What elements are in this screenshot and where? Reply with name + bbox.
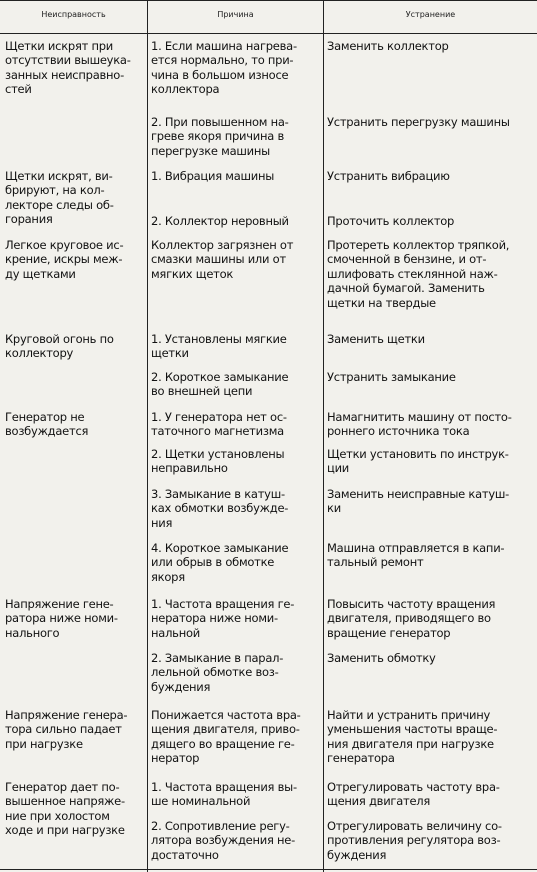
fault-cell: Напряжение генера- тора сильно падает при нагрузке [5, 708, 128, 751]
remedy-cell: Отрегулировать величину со- противления регулятора воз- буждения [327, 819, 502, 862]
remedy-cell: Заменить щетки [327, 332, 425, 346]
cause-cell: 2. При повышенном на- греве якоря причина в перегрузке машины [151, 115, 289, 158]
cause-cell: 1. У генератора нет ос- таточного магнетизма [151, 410, 287, 439]
remedy-cell: Протереть коллектор тряпкой, смоченной в бензине, и от- шлифовать стеклянной наж- дачной бумагой. Заменить щетки на твердые [327, 238, 510, 310]
header-cause: Причина [217, 10, 254, 19]
table-bottom-rule [0, 869, 537, 870]
cause-cell: 2. Коллектор неровный [151, 214, 289, 228]
fault-cell: Генератор дает по- вышенное напряже- ние при холостом ходе и при нагрузке [5, 780, 125, 838]
header-bottom-rule [0, 33, 537, 34]
cause-cell: 1. Установлены мягкие щетки [151, 332, 287, 361]
cause-cell: 2. Щетки установлены неправильно [151, 447, 285, 476]
cause-cell: 1. Если машина нагрева- ется нормально, то при- чина в большом износе коллектора [151, 39, 297, 97]
remedy-cell: Устранить замыкание [327, 370, 456, 384]
remedy-cell: Устранить перегрузку машины [327, 115, 510, 129]
column-divider [147, 0, 148, 872]
cause-cell: 2. Замыкание в парал- лельной обмотке воз- буждения [151, 651, 284, 694]
fault-cell: Легкое круговое ис- крение, искры меж- ду щетками [5, 238, 124, 281]
fault-cell: Щетки искрят, ви- брируют, на кол- лекторе следы об- горания [5, 169, 114, 227]
header-remedy: Устранение [405, 10, 456, 19]
remedy-cell: Машина отправляется в капи- тальный ремонт [327, 541, 505, 570]
cause-cell: 1. Частота вращения вы- ше номинальной [151, 780, 297, 809]
remedy-cell: Отрегулировать частоту вра- щения двигателя [327, 780, 500, 809]
table-top-rule [0, 0, 537, 1]
remedy-cell: Проточить коллектор [327, 214, 455, 228]
cause-cell: 3. Замыкание в катуш- ках обмотки возбужде- ния [151, 487, 289, 530]
remedy-cell: Намагнитить машину от посто- роннего источника тока [327, 410, 512, 439]
fault-cell: Щетки искрят при отсутствии вышеука- занных неисправно- стей [5, 39, 131, 97]
cause-cell: Коллектор загрязнен от смазки машины или от мягких щеток [151, 238, 294, 281]
header-fault: Неисправность [41, 10, 106, 19]
fault-cell: Напряжение гене- ратора ниже номи- нального [5, 597, 118, 640]
cause-cell: Понижается частота вра- щения двигателя, приво- дящего во вращение ге- нератор [151, 708, 301, 766]
remedy-cell: Щетки установить по инструк- ции [327, 447, 509, 476]
cause-cell: 1. Частота вращения ге- нератора ниже номи- нальной [151, 597, 295, 640]
column-divider [323, 0, 324, 872]
fault-cell: Круговой огонь по коллектору [5, 332, 114, 361]
remedy-cell: Повысить частоту вращения двигателя, приводящего во вращение генератор [327, 597, 496, 640]
fault-cell: Генератор не возбуждается [5, 410, 89, 439]
remedy-cell: Найти и устранить причину уменьшения частоты враще- ния двигателя при нагрузке генератора [327, 708, 498, 766]
remedy-cell: Устранить вибрацию [327, 169, 450, 183]
cause-cell: 2. Сопротивление регу- лятора возбуждения не- достаточно [151, 819, 296, 862]
cause-cell: 4. Короткое замыкание или обрыв в обмотке якоря [151, 541, 289, 584]
remedy-cell: Заменить обмотку [327, 651, 436, 665]
cause-cell: 1. Вибрация машины [151, 169, 275, 183]
remedy-cell: Заменить коллектор [327, 39, 449, 53]
cause-cell: 2. Короткое замыкание во внешней цепи [151, 370, 289, 399]
remedy-cell: Заменить неисправные катуш- ки [327, 487, 510, 516]
